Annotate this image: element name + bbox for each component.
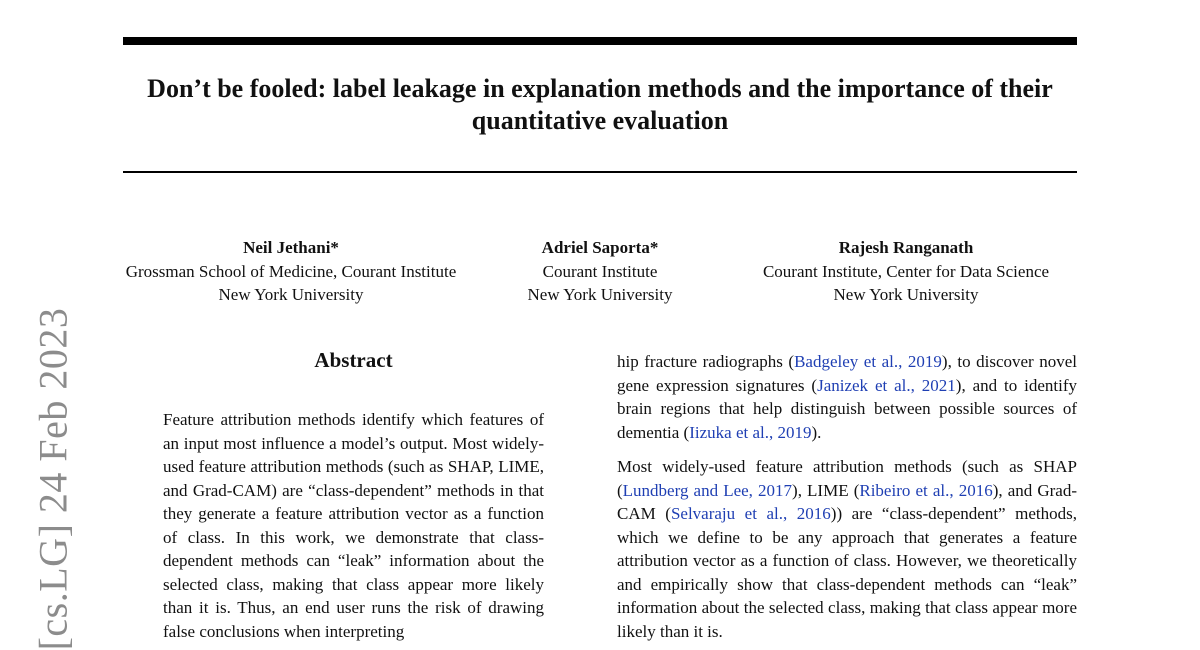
abstract-column xyxy=(163,408,544,643)
body-text: )) are “class-dependent” methods, which we define to be any approach that generates a feature attribution vector as a function of class. However, we theoretically and empirically show that class-dependent methods can “leak” information about the selected class, making that class appear more likely than it is. xyxy=(617,504,1077,641)
author-block xyxy=(763,236,1049,307)
author-affiliation: Courant Institute, Center for Data Science xyxy=(762,261,1050,281)
author-university: New York University xyxy=(527,285,673,304)
body-text: ), and Grad-CAM ( xyxy=(617,480,1078,523)
author-block xyxy=(528,236,673,307)
citation-link[interactable]: Lundberg and Lee, 2017 xyxy=(622,480,793,500)
author-university: New York University xyxy=(218,285,364,304)
abstract-heading: Abstract xyxy=(314,348,393,372)
paper-title: Don’t be fooled: label leakage in explanation methods and the importance of their quantitative evaluation xyxy=(147,74,1053,135)
body-text: ), and to identify brain regions that help distinguish between possible sources of dementia ( xyxy=(617,375,1078,442)
body-paragraph xyxy=(617,455,1077,643)
arxiv-side-label: [cs.LG] 24 Feb 2023 xyxy=(30,307,76,650)
author-affiliation: Grossman School of Medicine, Courant Institute xyxy=(125,261,457,281)
author-name: Rajesh Ranganath xyxy=(838,238,974,257)
body-text: ), LIME ( xyxy=(792,480,860,500)
author-affiliation: Courant Institute xyxy=(542,261,658,281)
author-name: Neil Jethani* xyxy=(243,238,339,257)
body-text: Most widely-used feature attribution methods (such as SHAP ( xyxy=(617,457,1077,500)
body-paragraph xyxy=(617,350,1077,444)
author-block xyxy=(126,236,457,307)
top-rule xyxy=(123,37,1077,45)
body-text: hip fracture radiographs ( xyxy=(617,352,795,371)
body-text: ). xyxy=(811,422,822,442)
body-column xyxy=(617,350,1077,643)
citation-link[interactable]: Badgeley et al., 2019 xyxy=(794,352,942,371)
author-name: Adriel Saporta* xyxy=(541,238,659,257)
title-bottom-rule xyxy=(123,171,1077,173)
body-text: ), to discover novel gene expression signatures ( xyxy=(617,352,1077,395)
abstract-text: Feature attribution methods identify which features of an input most influence a model’s output. Most widely-used feature attribution methods (such as SHAP, LIME, and Grad-CAM) are “class-dependent” methods in that they generate a feature attribution vector as a function of class. In this work, we demonstrate that class-dependent methods can “leak” information about the selected class, making that class appear more likely than it is. Thus, an end user runs the risk of drawing false conclusions when interpreting xyxy=(163,410,544,641)
author-university: New York University xyxy=(833,285,979,304)
citation-link[interactable]: Janizek et al., 2021 xyxy=(817,375,956,395)
citation-link[interactable]: Ribeiro et al., 2016 xyxy=(859,480,993,500)
citation-link[interactable]: Selvaraju et al., 2016 xyxy=(670,504,831,523)
citation-link[interactable]: Iizuka et al., 2019 xyxy=(689,422,812,442)
